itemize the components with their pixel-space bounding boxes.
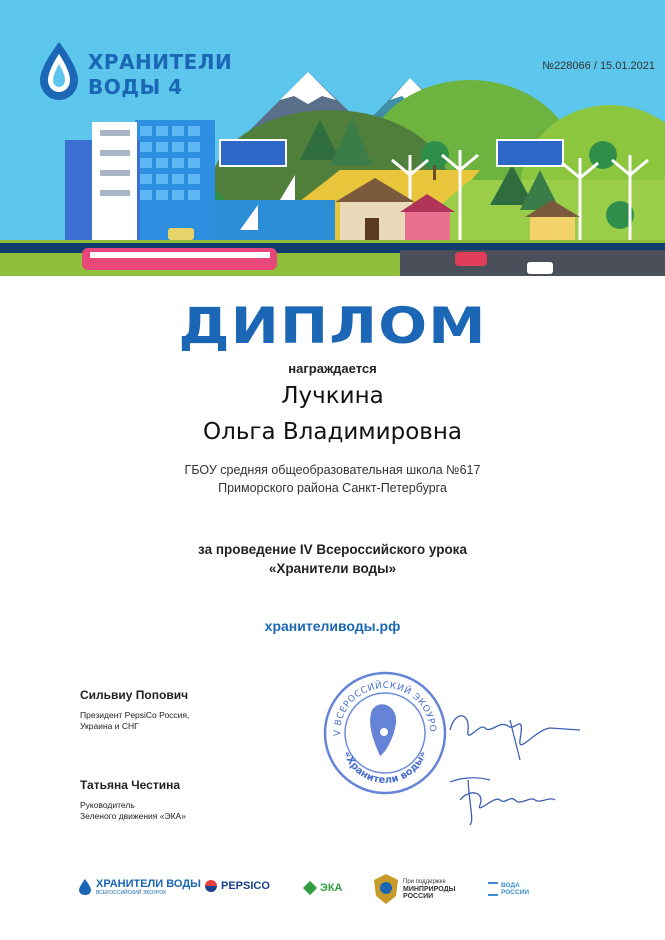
signature-scribbles [440, 700, 590, 840]
vr-line-1: ВОДА [501, 882, 520, 889]
vr-line-2: РОССИИ [501, 889, 530, 896]
stamp-bottom-text: «Хранители воды» [340, 749, 430, 787]
official-stamp [320, 668, 450, 803]
signer-2 [80, 778, 186, 822]
school-line-1: ГБОУ средняя общеобразовательная школа №617 [184, 463, 481, 477]
signer-2-name: Татьяна Честина [80, 778, 181, 792]
award-reason [0, 540, 665, 578]
certificate-number: №228066 / 15.01.2021 [542, 60, 655, 72]
program-logo-text [88, 50, 232, 100]
stamp-seal-icon [320, 668, 450, 798]
logo-eka [305, 882, 342, 894]
logo-minprirody [372, 872, 455, 906]
logo-pepsico [205, 880, 270, 892]
signer-2-role-2: Зеленого движения «ЭКА» [80, 811, 186, 821]
diploma-title: ДИПЛОМ [178, 297, 487, 355]
svg-text:«Хранители воды» [341, 750, 429, 786]
reason-line-2: «Хранители воды» [268, 561, 397, 576]
partner-logos [0, 868, 665, 918]
program-logo [36, 40, 82, 107]
water-drop-icon [36, 40, 82, 102]
eka-leaf-icon [303, 881, 317, 895]
city-landscape-illustration [0, 0, 665, 276]
pepsico-globe-icon [205, 880, 217, 892]
signer-1-name: Сильвиу Попович [80, 688, 189, 702]
footer-drop-icon [78, 878, 92, 896]
logo-khraniteli-vody [78, 878, 201, 896]
min-line-2: МИНПРИРОДЫ [403, 885, 456, 893]
signer-1-role-1: Президент PepsiCo Россия, [80, 710, 190, 720]
recipient-surname: Лучкина [281, 383, 384, 409]
stamp-top-text: V ВСЕРОССИЙСКИЙ ЭКОУРО [332, 680, 438, 737]
logo-line-2: ВОДЫ 4 [88, 75, 183, 99]
signer-1-role-2: Украина и СНГ [80, 721, 139, 731]
logo-voda-rossii [488, 882, 529, 896]
reason-line-1: за проведение IV Всероссийского урока [198, 542, 467, 557]
school-line-2: Приморского района Санкт-Петербурга [218, 481, 447, 495]
handwritten-signatures [440, 700, 590, 845]
logo-line-1: ХРАНИТЕЛИ [88, 50, 233, 74]
signer-1 [80, 688, 189, 732]
footer-water-title: ХРАНИТЕЛИ ВОДЫ [96, 878, 201, 890]
min-line-1: При поддержке [403, 878, 446, 885]
coat-of-arms-icon [372, 872, 400, 906]
wave-icon [488, 882, 498, 896]
signer-2-role-1: Руководитель [80, 800, 135, 810]
pepsico-label: PEPSICO [221, 880, 270, 892]
eka-label: ЭКА [320, 882, 343, 894]
header-banner [0, 0, 665, 276]
website-link[interactable]: хранителиводы.рф [264, 618, 401, 634]
min-line-3: РОССИИ [403, 892, 434, 900]
recipient-name [0, 378, 665, 450]
awarded-label: награждается [288, 361, 377, 376]
recipient-given-names: Ольга Владимировна [203, 419, 462, 445]
school-info [0, 461, 665, 497]
footer-water-sub: ВСЕРОССИЙСКИЙ ЭКОУРОК [96, 890, 167, 896]
